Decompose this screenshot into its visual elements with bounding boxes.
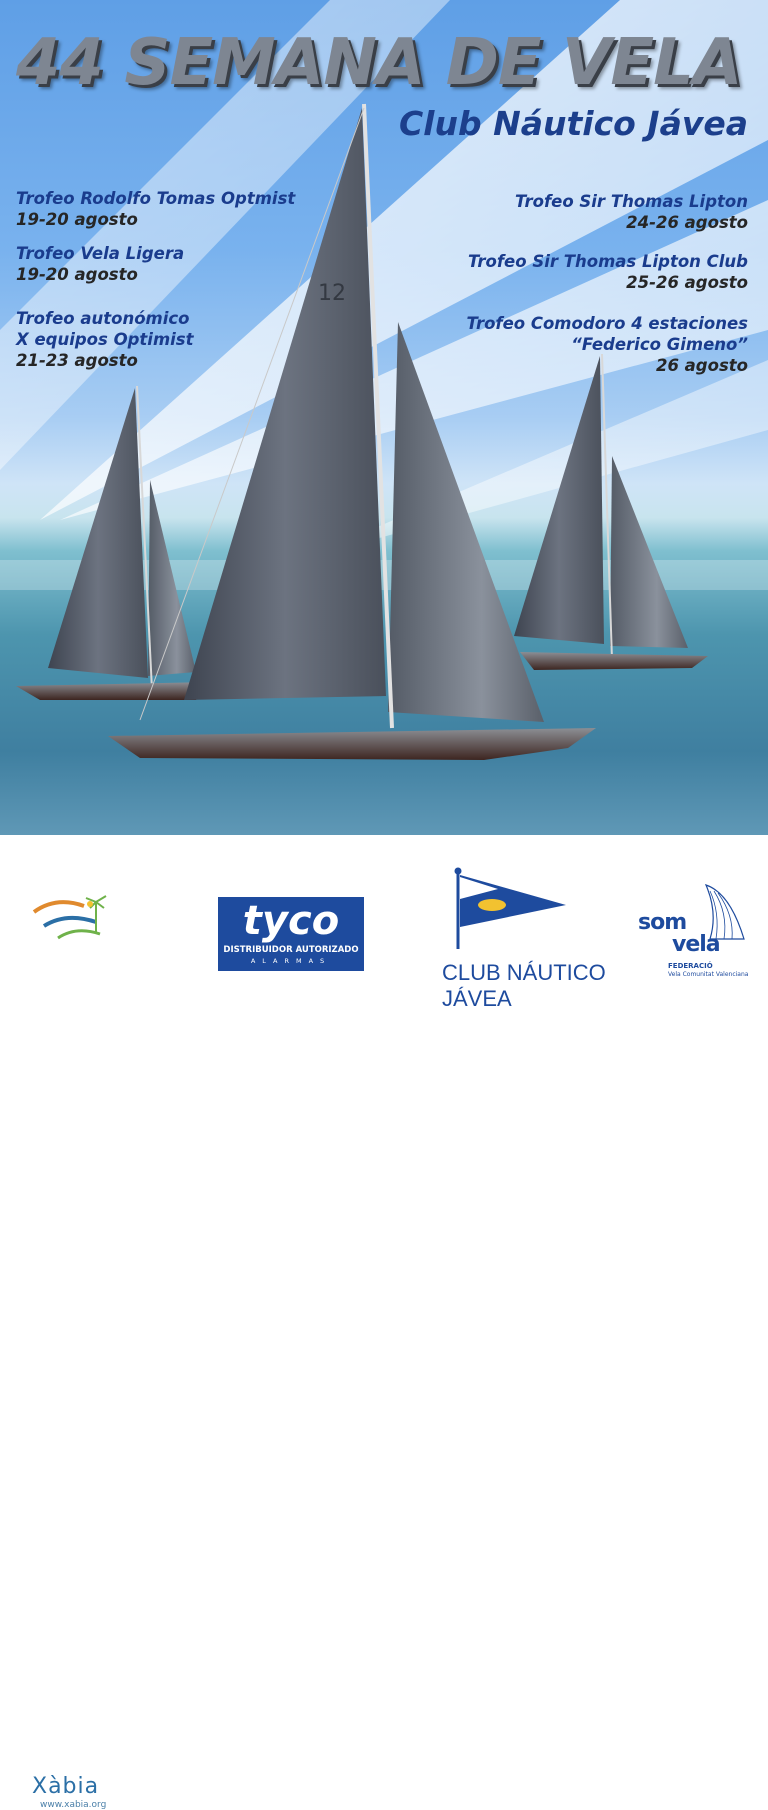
event-left-1 (16, 188, 295, 230)
xabia-url: www.xabia.org (40, 1800, 107, 1810)
club-subtitle: Club Náutico Jávea (398, 104, 748, 143)
event-date: 24-26 agosto (626, 213, 748, 232)
club-name-line2: JÁVEA (442, 986, 512, 1011)
event-name: Trofeo Rodolfo Tomas Optmist (16, 189, 296, 208)
event-right-3 (467, 313, 749, 376)
somvela-word2: vela (672, 932, 720, 957)
event-left-3 (16, 308, 194, 371)
tyco-line2: ALARMAS (250, 957, 332, 965)
event-name-line2: X equipos Optimist (16, 330, 194, 349)
poster-background (0, 0, 768, 835)
somvela-word1: som (638, 910, 687, 935)
sailboat-left (16, 386, 210, 700)
event-date: 19-20 agosto (16, 265, 138, 284)
somvela-line1: FEDERACIÓ (668, 962, 713, 970)
event-name-line1: Trofeo Comodoro 4 estaciones (466, 314, 748, 333)
event-right-2 (468, 251, 748, 293)
event-date: 26 agosto (655, 356, 748, 375)
club-name-line1: CLUB NÁUTICO (442, 960, 606, 985)
sailboat-right (514, 354, 708, 670)
event-name-line1: Trofeo autonómico (16, 309, 190, 328)
xabia-name: Xàbia (32, 1774, 100, 1799)
event-name: Trofeo Vela Ligera (16, 244, 185, 263)
event-name: Trofeo Sir Thomas Lipton Club (467, 252, 748, 271)
event-right-1 (515, 191, 748, 233)
sail-number: 12 (318, 281, 346, 306)
club-pennant-icon (448, 865, 578, 955)
event-name-line2: “Federico Gimeno” (571, 335, 748, 354)
tyco-name: tyco (242, 898, 340, 944)
event-name: Trofeo Sir Thomas Lipton (515, 192, 748, 211)
somvela-line2: Vela Comunitat Valenciana (668, 971, 749, 978)
sponsor-footer (0, 835, 768, 1810)
tyco-logo-icon (218, 897, 364, 971)
event-date: 19-20 agosto (16, 210, 138, 229)
event-date: 21-23 agosto (16, 351, 138, 370)
page-title: 44 SEMANA DE VELA (16, 26, 742, 100)
event-date: 25-26 agosto (626, 273, 748, 292)
tyco-line1: DISTRIBUIDOR AUTORIZADO (223, 945, 359, 955)
event-left-2 (16, 243, 184, 285)
